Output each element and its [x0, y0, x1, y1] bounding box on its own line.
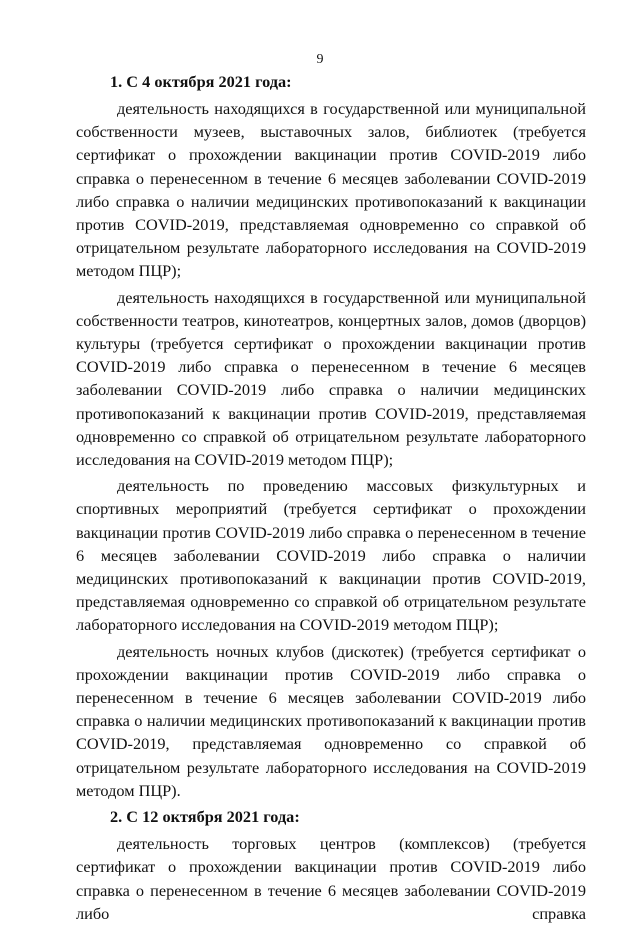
paragraph: деятельность по проведению массовых физкультурных и спортивных мероприятий (требуется сертификат о прохождении вакцинации против COVID-2019 либо справка о перенесенном в течение 6 месяцев заболевании COVID-2019 либо справка о наличии медицинских противопоказаний к вакцинации против COVID-2019, представляемая одновременно со справкой об отрицательном результате лабораторного исследования на COVID-2019 методом ПЦР); [76, 476, 586, 635]
paragraph: деятельность находящихся в государственной или муниципальной собственности театров, кинотеатров, концертных залов, домов (дворцов) культуры (требуется сертификат о прохождении вакцинации против COVID-2019 либо справка о перенесенном в течение 6 месяцев заболевании COVID-2019 либо справка о наличии медицинских противопоказаний к вакцинации против COVID-2019, представляемая одновременно со справкой об отрицательном результате лабораторного исследования на COVID-2019 методом ПЦР); [76, 287, 586, 470]
paragraph: деятельность ночных клубов (дискотек) (требуется сертификат о прохождении вакцинации против COVID-2019 либо справка о перенесенном в течение 6 месяцев заболевании COVID-2019 либо справка о наличии медицинских противопоказаний к вакцинации против COVID-2019, представляемая одновременно со справкой об отрицательном результате лабораторного исследования на COVID-2019 методом ПЦР). [76, 641, 586, 800]
section-1 [76, 70, 586, 802]
section-heading: 1. С 4 октября 2021 года: [110, 72, 292, 91]
page-number: 9 [316, 52, 324, 67]
document-body [76, 70, 586, 925]
section-2 [76, 805, 586, 925]
section-heading: 2. С 12 октября 2021 года: [110, 807, 300, 827]
paragraph: деятельность находящихся в государственной или муниципальной собственности музеев, выставочных залов, библиотек (требуется сертификат о прохождении вакцинации против COVID-2019 либо справка о перенесенном в течение 6 месяцев заболевании COVID-2019 либо справка о наличии медицинских противопоказаний к вакцинации против COVID-2019, представляемая одновременно со справкой об отрицательном результате лабораторного исследования на COVID-2019 методом ПЦР); [76, 99, 586, 281]
paragraph: деятельность торговых центров (комплексов) (требуется сертификат о прохождении вакцинации против COVID-2019 либо справка о перенесенном в течение 6 месяцев заболевании COVID-2019 либо справка [76, 834, 586, 923]
